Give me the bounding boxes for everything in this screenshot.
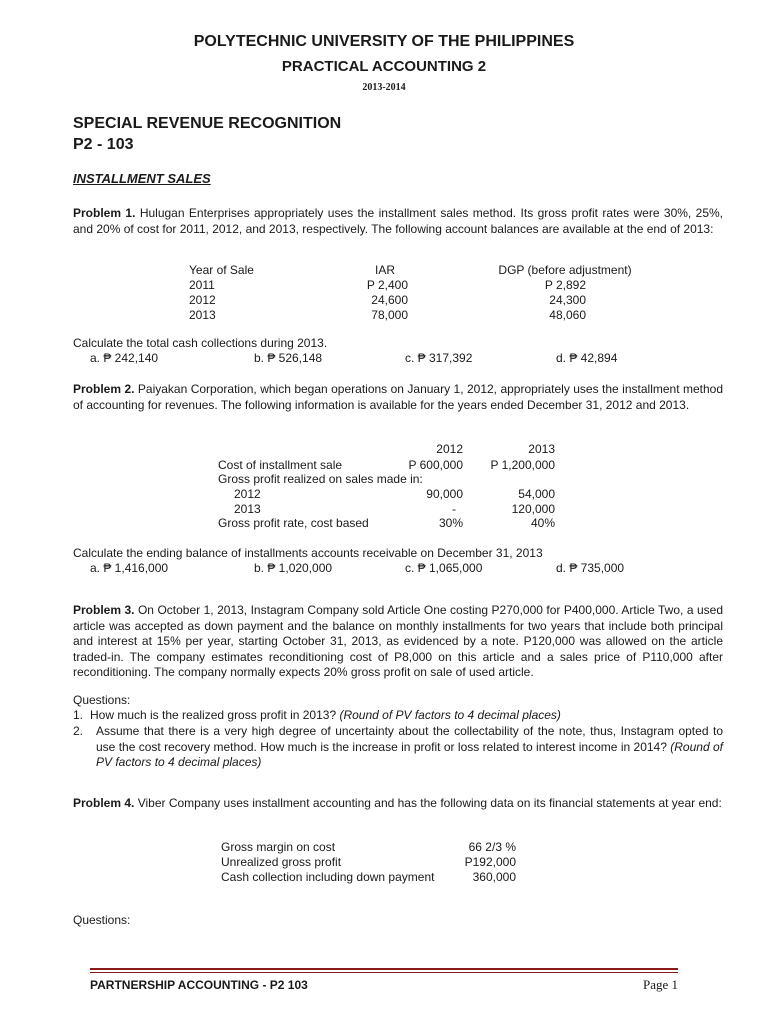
problem1-text: [73, 206, 723, 237]
p1-header-dgp: DGP (before adjustment): [498, 263, 632, 277]
page-number: Page 1: [642, 977, 678, 992]
problem4-text: [73, 796, 723, 812]
p1-header-iar: IAR: [374, 263, 395, 277]
section-code: P2 - 103: [73, 136, 134, 153]
problem4-label: Problem 4.: [73, 796, 135, 810]
q1-number: 1.: [73, 708, 84, 722]
p2-col-2012: 2012: [436, 442, 463, 456]
p2-row-label: 2013: [234, 502, 261, 516]
problem2-choice-c: c. ₱ 1,065,000: [405, 561, 483, 575]
problem1-label: Problem 1.: [73, 206, 136, 220]
p1-row-dgp: 24,300: [549, 293, 586, 307]
problem3-questions-label: Questions:: [73, 693, 131, 707]
section-title: SPECIAL REVENUE RECOGNITION: [73, 115, 342, 132]
problem2-choice-a: a. ₱ 1,416,000: [90, 561, 169, 575]
p1-row-year: 2011: [189, 278, 215, 292]
p2-col-2013: 2013: [528, 442, 555, 456]
p1-row-dgp: 48,060: [549, 308, 586, 322]
p4-row-value: P192,000: [464, 855, 516, 869]
problem3-text: [73, 603, 723, 681]
p1-header-year: Year of Sale: [189, 263, 254, 277]
footer-rule-thin: [90, 972, 678, 973]
p1-row-iar: 24,600: [371, 293, 408, 307]
problem1-choice-b: b. ₱ 526,148: [254, 351, 323, 365]
p4-row-value: 360,000: [472, 870, 516, 884]
p2-row-2012: 30%: [438, 516, 463, 530]
problem1-choice-d: d. ₱ 42,894: [556, 351, 618, 365]
p4-row-label: Unrealized gross profit: [221, 855, 342, 869]
p4-row-value: 66 2/3 %: [468, 840, 516, 854]
problem4-questions-label: Questions:: [73, 913, 131, 927]
problem2-choice-d: d. ₱ 735,000: [556, 561, 625, 575]
footer-course: PARTNERSHIP ACCOUNTING - P2 103: [90, 978, 308, 992]
problem2-label: Problem 2.: [73, 382, 135, 396]
p1-row-iar: P 2,400: [366, 278, 408, 292]
p4-row-label: Cash collection including down payment: [221, 870, 435, 884]
p2-row-2013: P 1,200,000: [490, 458, 555, 472]
p2-row-2013: 40%: [530, 516, 555, 530]
q1-note: (Round of PV factors to 4 decimal places): [339, 708, 561, 722]
p2-row-2013: 54,000: [518, 487, 555, 501]
p2-row-label: Gross profit realized on sales made in:: [218, 472, 423, 486]
problem3-q1: [73, 708, 723, 724]
p2-row-2012: P 600,000: [408, 458, 463, 472]
problem2-choice-b: b. ₱ 1,020,000: [254, 561, 333, 575]
problem3-body: On October 1, 2013, Instagram Company sold Article One costing P270,000 for P400,000. Article Two, a used article was accepted as down payment and the balance on monthly installments for two years that include both principal and interest at 15% per year, starting October 31, 2013, as evidenced by a note. P120,000 was allowed on the article traded-in. The company estimates reconditioning cost of P8,000 on this article and a sales price of P110,000 after reconditioning. The company normally expects 20% gross profit on sale of used article.: [73, 603, 723, 679]
problem1-choice-c: c. ₱ 317,392: [405, 351, 473, 365]
p2-row-2012: -: [452, 502, 456, 516]
school-year: 2013-2014: [362, 82, 406, 93]
q2-note: (Round of PV factors to 4 decimal places): [96, 739, 723, 769]
problem3-label: Problem 3.: [73, 603, 135, 617]
problem2-body: Paiyakan Corporation, which began operations on January 1, 2012, appropriately uses the installment method of accounting for revenues. The following information is available for the years ended December 31, 2012 and 2013.: [73, 382, 723, 412]
problem1-choice-a: a. ₱ 242,140: [90, 351, 159, 365]
p2-row-2012: 90,000: [426, 487, 463, 501]
p1-row-year: 2013: [189, 308, 216, 322]
p2-row-label: Gross profit rate, cost based: [218, 516, 369, 530]
university-title: POLYTECHNIC UNIVERSITY OF THE PHILIPPINES: [193, 33, 575, 50]
section-subtitle: INSTALLMENT SALES: [73, 171, 211, 186]
p1-row-year: 2012: [189, 293, 216, 307]
q2-number: 2.: [73, 724, 84, 738]
problem4-body: Viber Company uses installment accounting and has the following data on its financial statements at year end:: [134, 796, 722, 810]
p1-row-dgp: P 2,892: [544, 278, 586, 292]
p1-row-iar: 78,000: [371, 308, 408, 322]
p2-row-label: 2012: [234, 487, 261, 501]
q1-text: How much is the realized gross profit in 2013?: [90, 708, 340, 722]
q2-text: Assume that there is a very high degree of uncertainty about the collectability of the note, thus, Instagram opted to use the cost recovery method. How much is the increase in profit or loss related to interest income in 2014?: [96, 724, 723, 754]
problem2-question: Calculate the ending balance of installments accounts receivable on December 31, 2013: [73, 546, 543, 560]
problem3-q2: [73, 724, 723, 771]
problem1-body: Hulugan Enterprises appropriately uses the installment sales method. Its gross profit rates were 30%, 25%, and 20% of cost for 2011, 2012, and 2013, respectively. The following account balances are available at the end of 2013:: [73, 206, 723, 236]
p4-row-label: Gross margin on cost: [221, 840, 336, 854]
footer-rule-thick: [90, 968, 678, 970]
problem2-text: [73, 382, 723, 413]
p2-row-label: Cost of installment sale: [218, 458, 343, 472]
p2-row-2013: 120,000: [511, 502, 555, 516]
course-title: PRACTICAL ACCOUNTING 2: [281, 58, 487, 75]
problem1-question: Calculate the total cash collections during 2013.: [73, 336, 328, 350]
